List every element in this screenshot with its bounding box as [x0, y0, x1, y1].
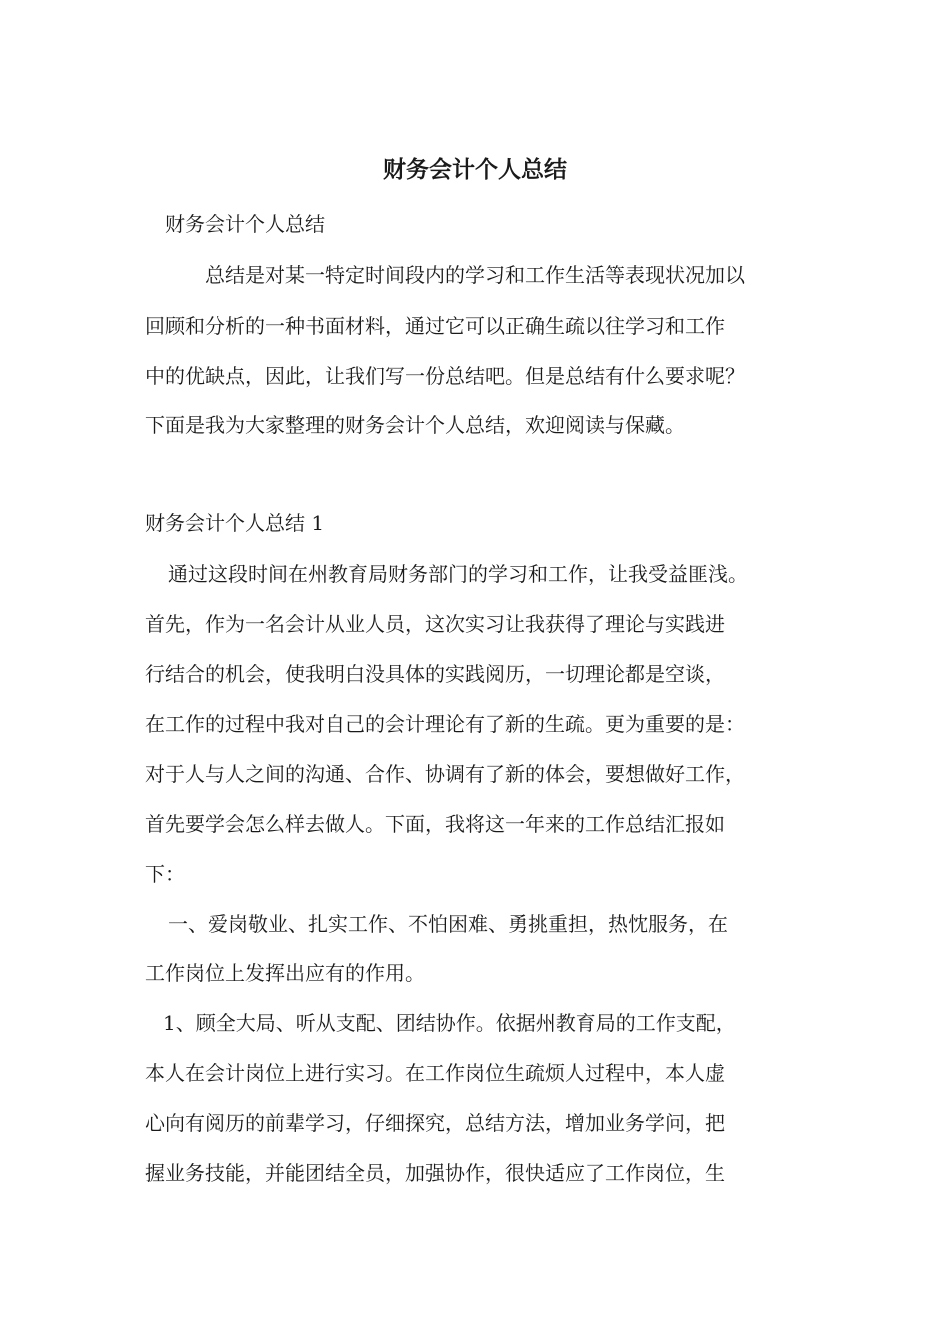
- point-line-2: 工作岗位上发挥出应有的作用。: [145, 961, 425, 985]
- section-heading-1: 财务会计个人总结 1: [145, 511, 325, 535]
- intro-line-3: 中的优缺点，因此，让我们写一份总结吧。但是总结有什么要求呢？: [145, 364, 745, 388]
- body-line-3: 行结合的机会，使我明白没具体的实践阅历，一切理论都是空谈，: [145, 662, 725, 686]
- body-line-1: 通过这段时间在州教育局财务部门的学习和工作，让我受益匪浅。: [168, 562, 748, 586]
- intro-line-2: 回顾和分析的一种书面材料，通过它可以正确生疏以往学习和工作: [145, 314, 725, 338]
- body-line-4: 在工作的过程中我对自己的会计理论有了新的生疏。更为重要的是：: [145, 712, 745, 736]
- item-line-2: 本人在会计岗位上进行实习。在工作岗位生疏烦人过程中，本人虚: [145, 1061, 725, 1085]
- body-line-6: 首先要学会怎么样去做人。下面，我将这一年来的工作总结汇报如: [145, 812, 725, 836]
- body-line-2: 首先，作为一名会计从业人员，这次实习让我获得了理论与实践进: [145, 612, 725, 636]
- intro-line-4: 下面是我为大家整理的财务会计个人总结，欢迎阅读与保藏。: [145, 413, 685, 437]
- item-line-1: 1、顾全大局、听从支配、团结协作。依据州教育局的工作支配，: [163, 1011, 736, 1035]
- intro-line-1: 总结是对某一特定时间段内的学习和工作生活等表现状况加以: [205, 263, 745, 287]
- subtitle-line: 财务会计个人总结: [165, 212, 325, 236]
- body-line-5: 对于人与人之间的沟通、合作、协调有了新的体会，要想做好工作，: [145, 762, 745, 786]
- item-line-3: 心向有阅历的前辈学习，仔细探究，总结方法，增加业务学问，把: [145, 1111, 725, 1135]
- document-title: 财务会计个人总结: [383, 156, 567, 183]
- item-line-4: 握业务技能，并能团结全员，加强协作，很快适应了工作岗位，生: [145, 1161, 725, 1185]
- body-line-7: 下：: [145, 862, 185, 886]
- point-line-1: 一、爱岗敬业、扎实工作、不怕困难、勇挑重担，热忱服务，在: [168, 912, 728, 936]
